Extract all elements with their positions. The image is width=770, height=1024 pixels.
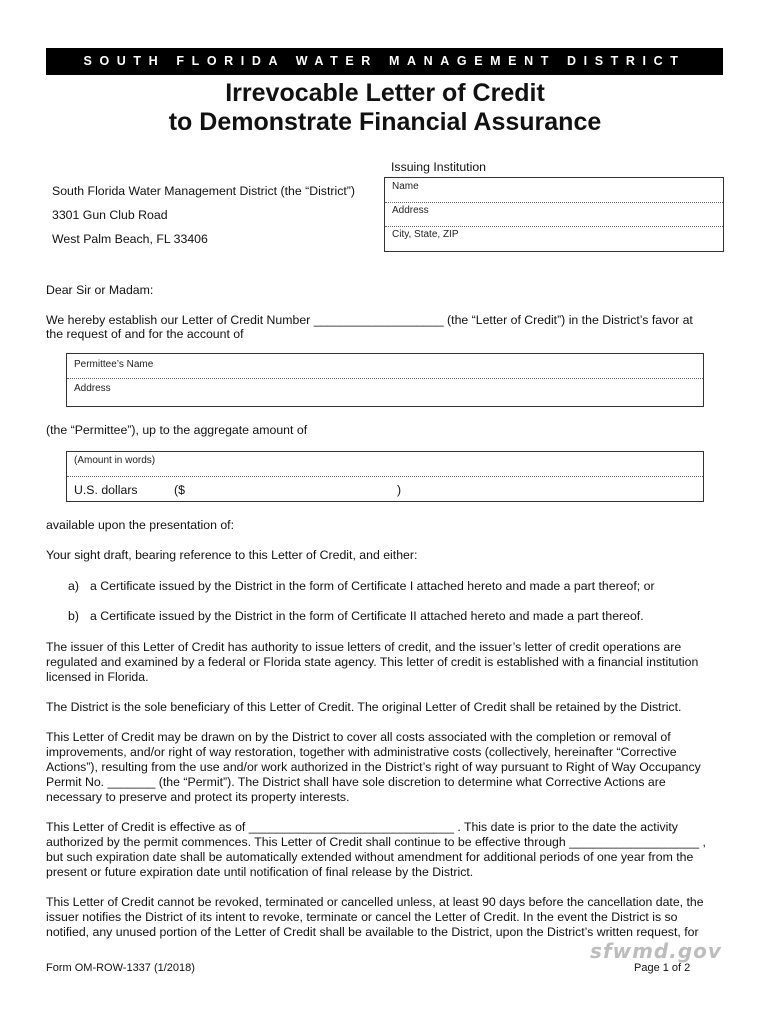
paragraph-line: notified, any unused portion of the Letter of Credit shall be available to the District, upon the District’s written request, for [46, 925, 699, 939]
paragraph-line: The issuer of this Letter of Credit has authority to issue letters of credit, and the issuer’s letter of credit operations are [46, 640, 682, 654]
paragraph-corrective-actions [46, 730, 726, 805]
establish-line1: We hereby establish our Letter of Credit Number ___________________ (the “Letter of Credit”) in the District’s favor at [46, 313, 693, 327]
sfwmd-logo: sfwmd.gov [590, 939, 722, 963]
document-title-line2: to Demonstrate Financial Assurance [168, 108, 602, 136]
district-address-line3: West Palm Beach, FL 33406 [52, 232, 208, 246]
amount-close-paren: ) [397, 483, 402, 497]
amount-in-words-field[interactable]: (Amount in words) [74, 455, 156, 466]
paragraph-effective-dates [46, 820, 726, 880]
district-address-line2: 3301 Gun Club Road [52, 208, 168, 222]
paragraph-line: The District is the sole beneficiary of this Letter of Credit. The original Letter of Credit shall be retained by the District. [46, 700, 682, 714]
paragraph-line: This Letter of Credit cannot be revoked, terminated or cancelled unless, at least 90 days before the cancellation date, the [46, 895, 704, 909]
paragraph-revocation [46, 895, 726, 940]
issuer-address-field[interactable]: Address [392, 205, 429, 216]
item-a-marker: a) [68, 579, 79, 593]
issuing-institution-box [384, 177, 724, 252]
paragraph-line: Permit No. _______ (the “Permit”). The District shall have sole discretion to determine what Corrective Actions are [46, 775, 666, 789]
amount-box [66, 451, 704, 502]
paragraph-line: This Letter of Credit may be drawn on by the District to cover all costs associated with the completion or removal of [46, 730, 671, 744]
issuer-city-state-zip-field[interactable]: City, State, ZIP [392, 229, 459, 240]
item-a-text: a Certificate issued by the District in the form of Certificate I attached hereto and made a part thereof; or [90, 579, 655, 593]
paragraph-beneficiary [46, 700, 726, 715]
paragraph-line: Actions”), resulting from the use and/or work authorized in the District’s right of way pursuant to Right of Way Occupancy [46, 760, 701, 774]
paragraph-line: necessary to preserve and protect its property interests. [46, 790, 350, 804]
permittee-name-field[interactable]: Permittee’s Name [74, 359, 154, 370]
paragraph-line: authorized by the permit commences. This Letter of Credit shall continue to be effective through ___________________ , [46, 835, 706, 849]
district-address-line1: South Florida Water Management District (the “District”) [52, 184, 355, 198]
form-number: Form OM-ROW-1337 (1/2018) [46, 962, 195, 974]
establish-line2: the request of and for the account of [46, 327, 244, 341]
paragraph-line: licensed in Florida. [46, 670, 149, 684]
item-b-marker: b) [68, 609, 79, 623]
available-text: available upon the presentation of: [46, 518, 235, 532]
item-b-text: a Certificate issued by the District in the form of Certificate II attached hereto and made a part thereof. [90, 609, 644, 623]
aggregate-amount-text: (the “Permittee”), up to the aggregate amount of [46, 423, 308, 437]
page-number: Page 1 of 2 [634, 962, 691, 974]
paragraph-line: This Letter of Credit is effective as of ______________________________ . This date is prior to the date the activity [46, 820, 678, 834]
issuing-institution-heading: Issuing Institution [391, 160, 487, 174]
document-title-line1: Irrevocable Letter of Credit [225, 79, 545, 107]
salutation: Dear Sir or Madam: [46, 283, 154, 297]
agency-banner: SOUTH FLORIDA WATER MANAGEMENT DISTRICT [46, 48, 723, 75]
paragraph-line: issuer notifies the District of its intent to revoke, terminate or cancel the Letter of Credit. In the event the District is so [46, 910, 678, 924]
paragraph-line: improvements, and/or right of way restoration, together with administrative costs (collectively, hereinafter “Corrective [46, 745, 677, 759]
sight-draft-text: Your sight draft, bearing reference to this Letter of Credit, and either: [46, 548, 418, 562]
us-dollars-label: U.S. dollars [74, 483, 138, 497]
paragraph-authority [46, 640, 726, 685]
paragraph-line: but such expiration date shall be automatically extended without amendment for additional periods of one year from the [46, 850, 694, 864]
paragraph-line: present or future expiration date until notification of final release by the District. [46, 865, 474, 879]
issuer-name-field[interactable]: Name [392, 181, 419, 192]
paragraph-line: regulated and examined by a federal or Florida state agency. This letter of credit is established with a financial institution [46, 655, 699, 669]
permittee-address-field[interactable]: Address [74, 383, 111, 394]
amount-numeric-field[interactable]: ($ [174, 483, 185, 497]
permittee-box [66, 353, 704, 407]
